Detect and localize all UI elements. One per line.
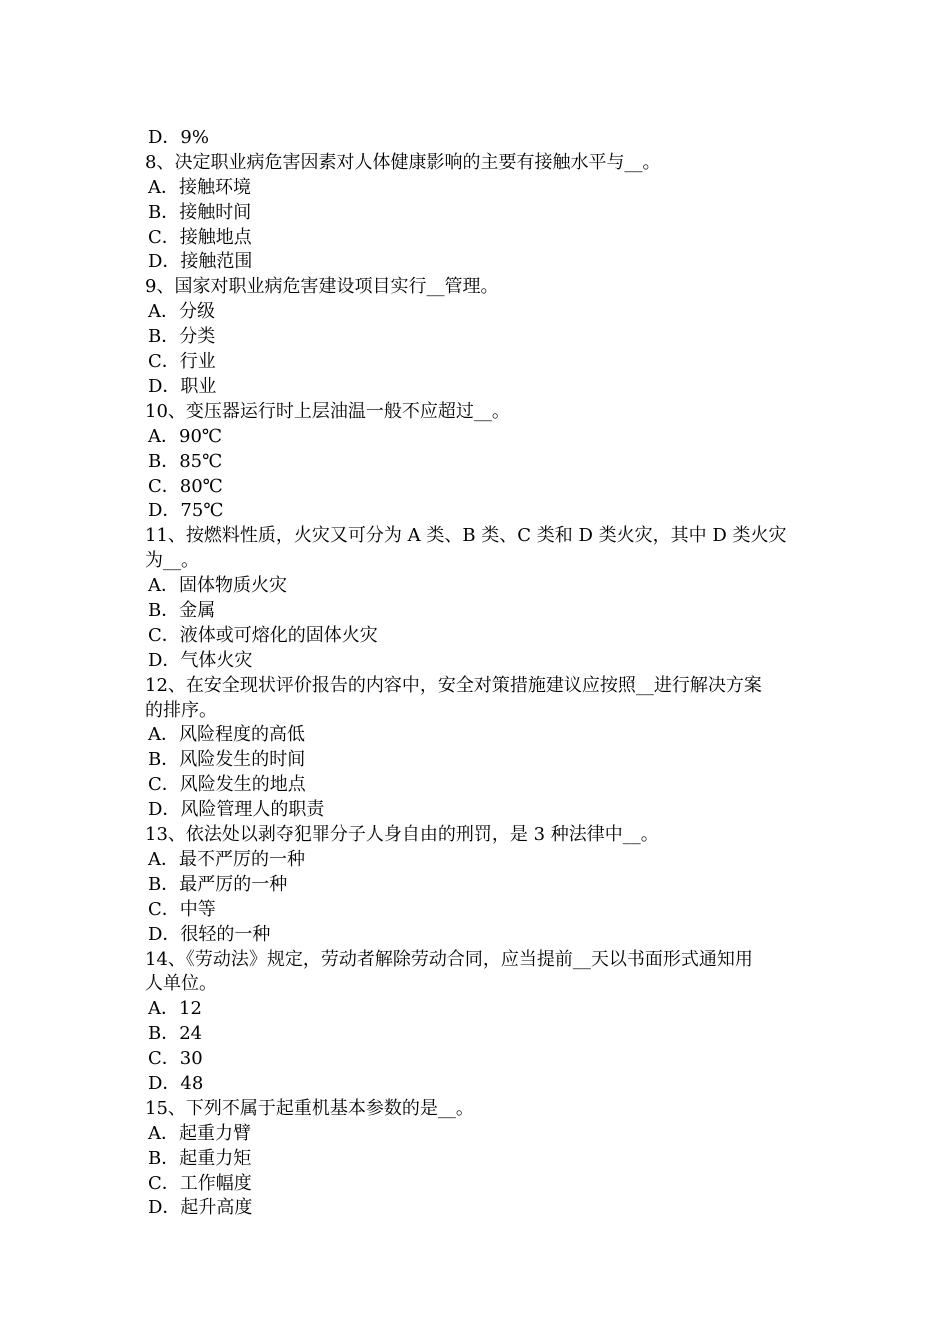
answer-option: C．30 [148, 1048, 203, 1070]
answer-option: D．48 [148, 1073, 204, 1094]
answer-option: C．中等 [148, 898, 216, 920]
answer-option: A．12 [148, 998, 202, 1020]
answer-option: A．固体物质火灾 [148, 575, 287, 597]
question-text: 的排序。 [145, 699, 217, 721]
question-text: 10、变压器运行时上层油温一般不应超过__。 [145, 400, 510, 422]
answer-option: D．起升高度 [148, 1197, 253, 1219]
answer-option: A．接触环境 [148, 176, 251, 198]
answer-option: B．起重力矩 [148, 1147, 252, 1169]
answer-option: A．风险程度的高低 [148, 724, 305, 746]
answer-option: D．75℃ [148, 500, 224, 522]
answer-option: B．分类 [148, 326, 216, 348]
answer-option: D．职业 [148, 375, 217, 397]
answer-option: A．最不严厉的一种 [148, 848, 305, 870]
question-text: 13、依法处以剥夺犯罪分子人身自由的刑罚，是 3 种法律中__。 [145, 824, 659, 846]
question-text: 12、在安全现状评价报告的内容中，安全对策措施建议应按照__进行解决方案 [145, 674, 762, 696]
question-text: 8、决定职业病危害因素对人体健康影响的主要有接触水平与__。 [145, 151, 661, 173]
question-text: 11、按燃料性质，火灾又可分为 A 类、B 类、C 类和 D 类火灾，其中 D 类火灾 [145, 525, 787, 547]
answer-option: A．分级 [148, 301, 215, 323]
answer-option: A．起重力臂 [148, 1122, 251, 1144]
answer-option: C．80℃ [148, 475, 223, 497]
answer-option: D．风险管理人的职责 [148, 799, 325, 821]
answer-option: A．90℃ [148, 425, 223, 447]
answer-option: B．最严厉的一种 [148, 873, 288, 895]
answer-option: B．金属 [148, 600, 216, 621]
answer-option: B．24 [148, 1023, 203, 1045]
answer-option: B．接触时间 [148, 201, 252, 223]
answer-option: B．85℃ [148, 450, 223, 472]
document-body [145, 126, 813, 1221]
answer-option: D．接触范围 [148, 251, 253, 273]
answer-option: B．风险发生的时间 [148, 749, 306, 771]
answer-option: D．9% [148, 127, 209, 148]
answer-option: C．风险发生的地点 [148, 774, 306, 796]
question-text: 9、国家对职业病危害建设项目实行__管理。 [145, 276, 499, 298]
answer-option: C．接触地点 [148, 226, 252, 248]
answer-option: C．工作幅度 [148, 1172, 252, 1194]
answer-option: C．行业 [148, 351, 216, 373]
question-text: 人单位。 [145, 973, 217, 995]
answer-option: C．液体或可熔化的固体火灾 [148, 624, 378, 646]
question-text: 为__。 [145, 550, 199, 572]
answer-option: D．很轻的一种 [148, 923, 271, 945]
question-text: 15、下列不属于起重机基本参数的是__。 [145, 1097, 474, 1119]
question-text: 14、《劳动法》规定，劳动者解除劳动合同，应当提前__天以书面形式通知用 [145, 948, 753, 970]
answer-option: D．气体火灾 [148, 649, 253, 671]
